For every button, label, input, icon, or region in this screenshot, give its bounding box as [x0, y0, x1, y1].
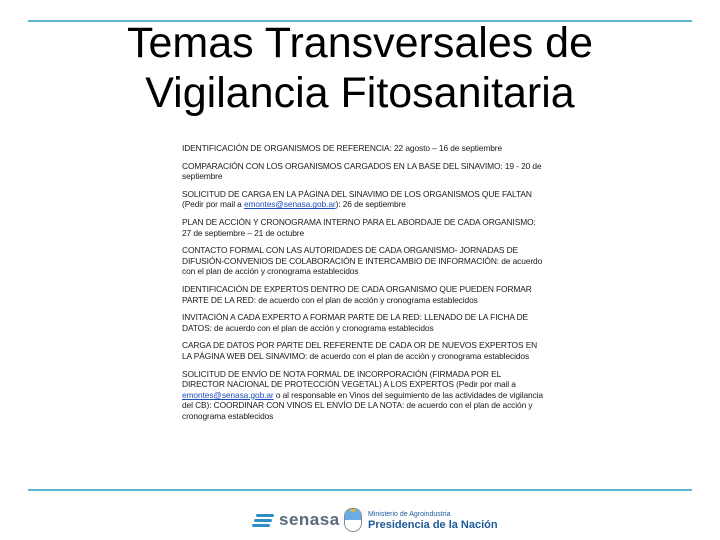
email-link[interactable]: emontes@senasa.gob.ar: [182, 389, 274, 400]
footer: [0, 500, 720, 540]
slide-title-line-1: Temas Transversales de: [126, 19, 594, 67]
email-link[interactable]: emontes@senasa.gob.ar: [243, 199, 336, 210]
document-item: IDENTIFICACIÓN DE EXPERTOS DENTRO DE CADA ORGANISMO QUE PUEDEN FORMAR PARTE DE LA RED: de acuerdo con el plan de acción y cronograma establecidos: [182, 283, 532, 305]
national-shield-icon: [344, 508, 362, 532]
document-fade: [182, 441, 544, 455]
senasa-wordmark: senasa: [279, 510, 340, 529]
ministerio-name: Ministerio de Agroindustria: [368, 511, 451, 518]
document-item: PLAN DE ACCIÓN Y CRONOGRAMA INTERNO PARA EL ABORDAJE DE CADA ORGANISMO: 27 de septiembre – 21 de octubre: [182, 216, 536, 238]
document-item: SOLICITUD DE CARGA EN LA PÁGINA DEL SINAVIMO DE LOS ORGANISMOS QUE FALTAN (Pedir por mail a emontes@senasa.gob.ar): 26 de septiembre: [182, 188, 532, 210]
slide-title-line-2: Vigilancia Fitosanitaria: [145, 69, 575, 117]
ministerio-logo: [344, 505, 498, 535]
ministerio-text: [368, 509, 498, 531]
senasa-logo: [252, 508, 340, 532]
document-item: CARGA DE DATOS POR PARTE DEL REFERENTE DE CADA OR DE NUEVOS EXPERTOS EN LA PÁGINA WEB DEL SINAVIMO: de acuerdo con el plan de acción y cronograma establecidos: [182, 340, 538, 361]
embedded-document: [182, 143, 544, 455]
bottom-divider: [28, 489, 692, 491]
document-item: INVITACIÓN A CADA EXPERTO A FORMAR PARTE DE LA RED: LLENADO DE LA FICHA DE DATOS: de acuerdo con el plan de acción y cronograma establecidos: [182, 312, 528, 333]
presidencia-name: Presidencia de la Nación: [368, 519, 498, 531]
document-item: COMPARACIÓN CON LOS ORGANISMOS CARGADOS EN LA BASE DEL SINAVIMO: 19 - 20 de septiembre: [182, 160, 542, 182]
document-item: CONTACTO FORMAL CON LAS AUTORIDADES DE CADA ORGANISMO- JORNADAS DE DIFUSIÓN-CONVENIOS DE COLABORACIÓN E INTERCAMBIO DE INFORMACIÓN: de acuerdo con el plan de acción y cronograma establecidos: [182, 245, 543, 277]
document-item: IDENTIFICACIÓN DE ORGANISMOS DE REFERENCIA: 22 agosto – 16 de septiembre: [182, 143, 502, 153]
document-item-list: [182, 143, 544, 421]
document-item: SOLICITUD DE ENVÍO DE NOTA FORMAL DE INCORPORACIÓN (FIRMADA POR EL DIRECTOR NACIONAL DE PROTECCIÓN VEGETAL) A LOS EXPERTOS (Pedir por mail a emontes@senasa.gob.ar o al responsable en Vinos del seguimiento de las actividades de vigilancia del CB): COORDINAR CON VINOS EL ENVÍO DE LA NOTA: de acuerdo con el plan de acción y cronograma establecidos: [182, 368, 543, 421]
senasa-mark-icon: [252, 513, 274, 527]
slide-title: [0, 18, 720, 118]
